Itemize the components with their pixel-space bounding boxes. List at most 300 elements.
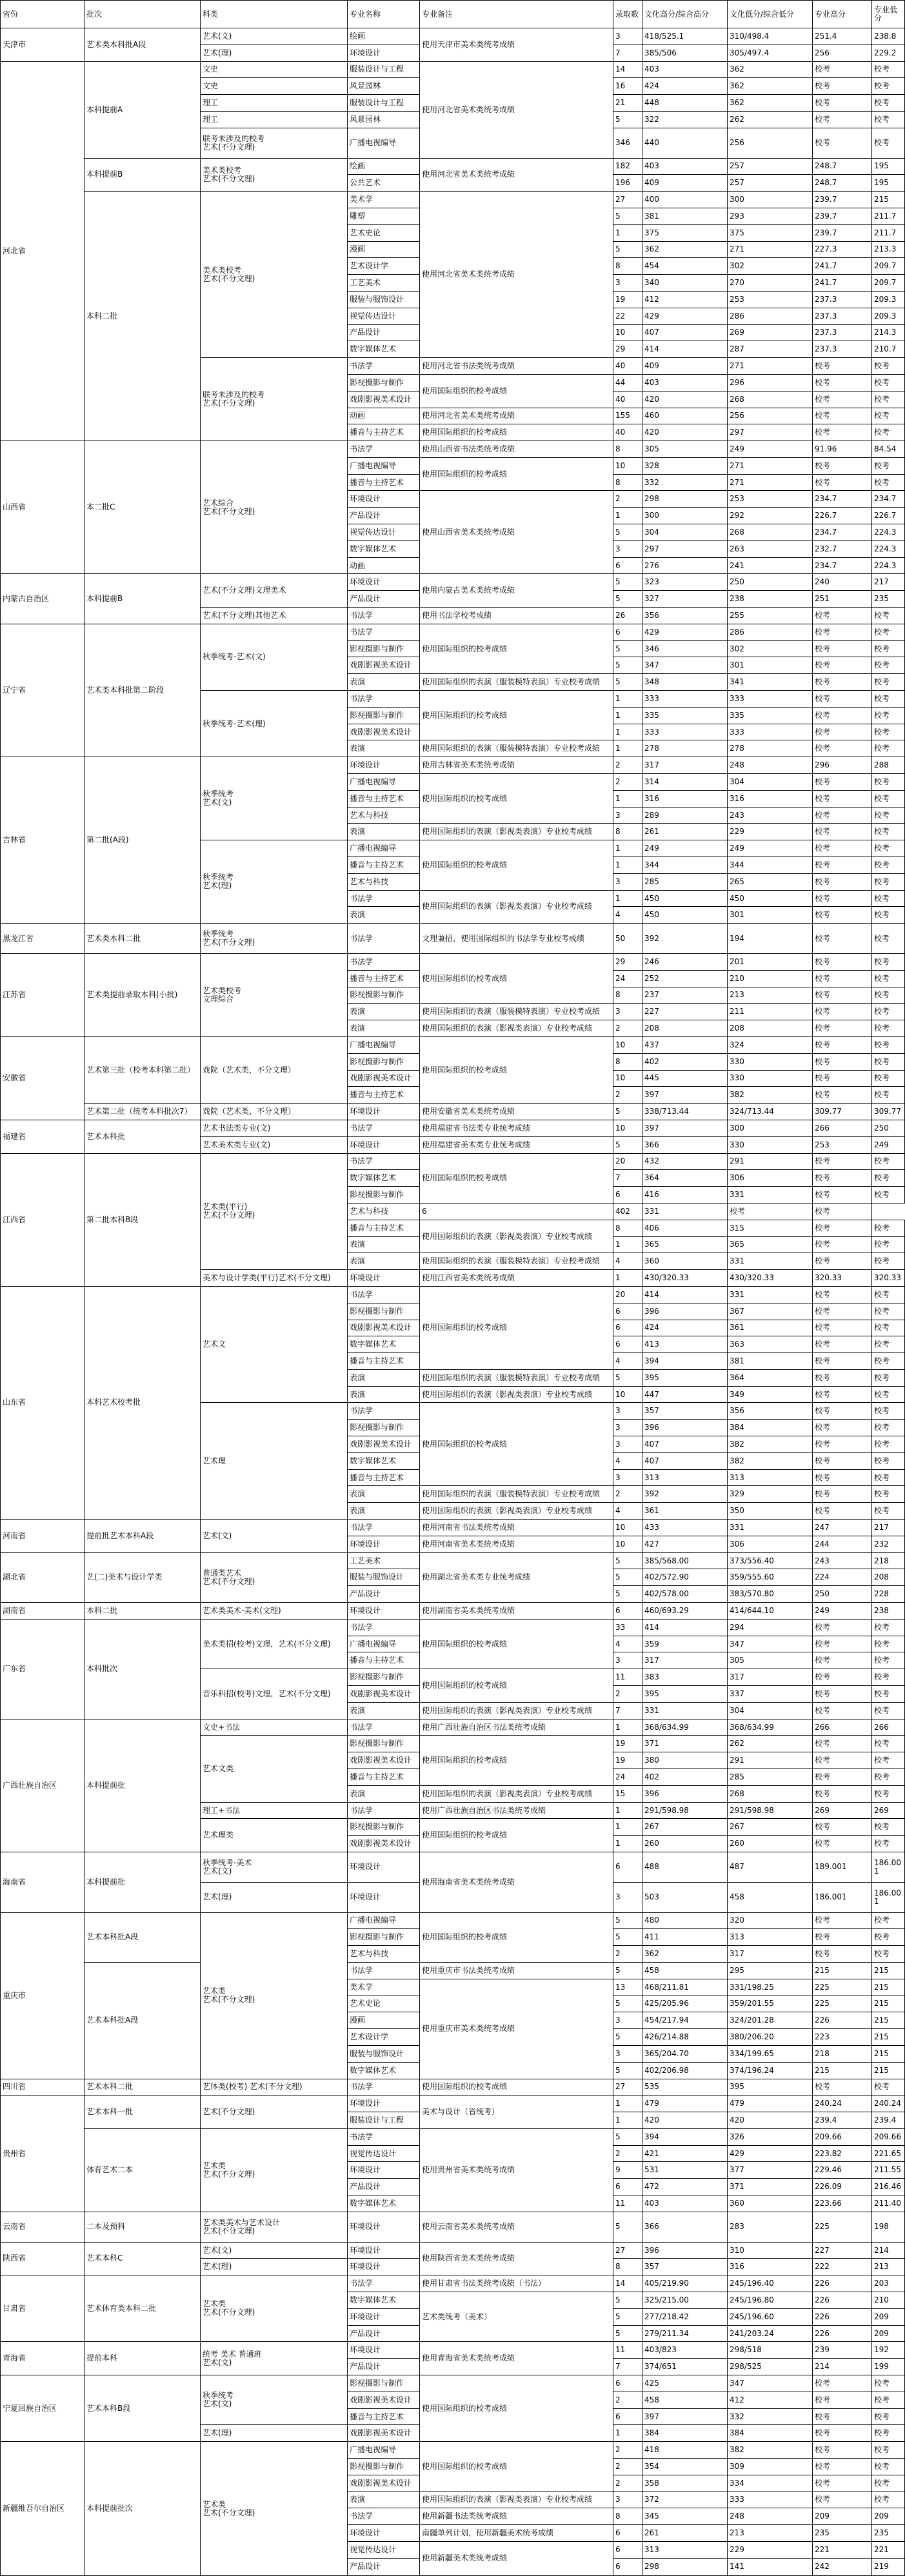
table-cell: 309 [728, 2459, 813, 2475]
table-cell: 校考 [813, 1912, 872, 1929]
table-cell: 5 [613, 241, 642, 258]
table-cell: 校考 [813, 1946, 872, 1963]
table-cell: 校考 [872, 78, 905, 95]
table-cell: 艺术书法类专业(文) [201, 1120, 348, 1136]
table-cell: 艺术类(平行) 艺术(不分文理) [201, 1153, 348, 1270]
table-cell: 戏剧影视美术设计 [348, 1686, 420, 1703]
table-cell: 环境设计 [348, 574, 420, 591]
table-cell: 251 [813, 591, 872, 608]
table-cell: 使用山西省美术类统考成绩 [420, 491, 613, 574]
table-cell: 445 [642, 1070, 728, 1087]
table-cell: 5 [613, 1569, 642, 1586]
table-cell: 27 [613, 192, 642, 208]
table-cell: 237 [642, 987, 728, 1004]
table-cell: 304 [642, 524, 728, 541]
table-cell: 403 [642, 374, 728, 391]
table-cell: 理工 [201, 95, 348, 112]
table-header-row [1, 1, 905, 28]
table-cell: 295 [728, 1962, 813, 1979]
table-cell: 1 [613, 1270, 642, 1287]
table-cell: 校考 [872, 391, 905, 408]
table-cell: 15 [613, 1785, 642, 1802]
table-cell: 艺术类统考（美术） [420, 2292, 613, 2342]
table-cell: 192 [872, 2342, 905, 2359]
table-cell: 256 [813, 45, 872, 61]
table-cell: 227 [642, 1004, 728, 1020]
table-cell: 环境设计 [348, 2259, 420, 2275]
table-cell: 艺术文 [201, 1286, 348, 1403]
table-cell: 校考 [872, 474, 905, 491]
table-cell: 314 [642, 774, 728, 791]
table-cell: 289 [642, 807, 728, 824]
table-cell: 艺术类 艺术(不分文理) [201, 2442, 348, 2576]
table-cell: 艺术与科技 [348, 1946, 420, 1963]
table-cell: 277/218.42 [642, 2308, 728, 2325]
table-row [1, 2079, 905, 2095]
table-cell: 艺术类 艺术(不分文理) [201, 1912, 348, 2079]
table-cell: 7 [613, 2359, 642, 2375]
table-cell: 33 [613, 1619, 642, 1636]
table-cell: 8 [613, 1220, 642, 1236]
table-cell: 359 [642, 1636, 728, 1652]
table-cell: 450 [642, 907, 728, 924]
table-cell: 产品设计 [348, 508, 420, 524]
table-cell: 302 [728, 258, 813, 275]
table-cell: 480 [642, 1912, 728, 1929]
table-cell: 播音与主持艺术 [348, 857, 420, 874]
table-cell: 校考 [813, 1420, 872, 1436]
table-cell: 224 [813, 1569, 872, 1586]
table-cell: 20 [613, 1286, 642, 1303]
table-cell: 二本及预科 [85, 2212, 201, 2242]
table-cell: 表演 [348, 1785, 420, 1802]
table-cell: 304 [728, 1702, 813, 1719]
table-cell: 校考 [813, 2375, 872, 2392]
table-cell: 校考 [813, 2425, 872, 2442]
table-cell: 298 [642, 491, 728, 508]
table-cell: 海南省 [1, 1852, 85, 1913]
table-cell: 3 [613, 2045, 642, 2062]
table-row [1, 1619, 905, 1636]
table-cell: 11 [613, 2195, 642, 2212]
table-cell: 校考 [872, 1353, 905, 1370]
table-cell: 使用河北省美术类统考成绩 [420, 158, 613, 192]
table-cell: 服装与服饰设计 [348, 2045, 420, 2062]
table-cell: 风景园林 [348, 78, 420, 95]
table-cell: 使用国际组织的表演（影视类表演）专业校考成绩 [420, 1020, 613, 1037]
table-cell: 208 [872, 1569, 905, 1586]
table-cell: 校考 [872, 61, 905, 78]
table-cell: 4 [613, 1353, 642, 1370]
table-cell: 266 [813, 1120, 872, 1136]
table-cell: 5 [613, 2292, 642, 2309]
table-cell: 广西壮族自治区 [1, 1719, 85, 1852]
table-cell: 6 [613, 557, 642, 574]
table-cell: 300 [728, 1120, 813, 1136]
table-cell: 校考 [813, 1819, 872, 1836]
table-cell: 315 [728, 1220, 813, 1236]
table-cell: 1 [613, 2425, 642, 2442]
table-cell: 使用青海省美术类统考成绩 [420, 2342, 613, 2375]
table-cell: 298/525 [728, 2359, 813, 2375]
table-cell: 239.4 [872, 2112, 905, 2129]
table-cell: 3 [613, 1403, 642, 1420]
table-cell: 209.7 [872, 258, 905, 275]
table-cell: 320.33 [813, 1270, 872, 1287]
table-cell: 服装与服饰设计 [348, 1569, 420, 1586]
table-cell: 385/568.00 [642, 1552, 728, 1569]
table-cell: 298 [642, 2558, 728, 2575]
table-cell: 校考 [813, 707, 872, 724]
table-cell: 7 [613, 1170, 642, 1187]
table-cell: 影视摄影与制作 [348, 1669, 420, 1686]
table-cell: 使用贵州省美术类统考成绩 [420, 2128, 613, 2212]
table-cell: 环境设计 [348, 2242, 420, 2259]
table-cell: 217 [872, 1520, 905, 1536]
table-cell: 424 [642, 1320, 728, 1336]
table-cell: 359/555.60 [728, 1569, 813, 1586]
table-cell: 235 [813, 2525, 872, 2542]
table-cell: 479 [642, 2095, 728, 2112]
table-cell: 数字媒体艺术 [348, 341, 420, 358]
table-cell: 戏剧影视美术设计 [348, 391, 420, 408]
table-cell: 326 [728, 2128, 813, 2145]
table-cell: 296 [728, 374, 813, 391]
table-cell: 表演 [348, 674, 420, 691]
table-row [1, 1520, 905, 1536]
table-cell: 403 [642, 158, 728, 175]
table-cell: 349 [728, 1386, 813, 1403]
table-cell: 校考 [872, 674, 905, 691]
table-cell: 234.7 [813, 524, 872, 541]
table-cell: 校考 [813, 1004, 872, 1020]
table-cell: 使用新疆美术类统考成绩 [420, 2541, 613, 2575]
table-cell: 209 [872, 2308, 905, 2325]
table-cell: 402 [642, 1769, 728, 1786]
table-cell: 44 [613, 374, 642, 391]
table-cell: 艺术(不分文理) [201, 2095, 348, 2129]
table-cell: 校考 [813, 1187, 872, 1204]
table-cell: 艺术美术类专业(文) [201, 1136, 348, 1153]
table-cell: 304 [728, 774, 813, 791]
header-major-low: 专业低分 [872, 1, 905, 28]
table-cell: 校考 [813, 1702, 872, 1719]
table-cell: 309.77 [872, 1104, 905, 1120]
table-cell: 校考 [872, 1369, 905, 1386]
table-cell: 414 [642, 1619, 728, 1636]
table-cell: 使用国际组织的表演（服装模特表演）专业校考成绩 [420, 1369, 613, 1386]
table-cell: 215 [872, 192, 905, 208]
table-cell: 1 [613, 2095, 642, 2112]
table-cell: 240 [813, 574, 872, 591]
table-cell: 347 [728, 1636, 813, 1652]
table-cell: 服装设计与工程 [348, 61, 420, 78]
table-cell: 413 [642, 1336, 728, 1353]
table-cell: 425 [642, 2375, 728, 2392]
table-cell: 222 [813, 2259, 872, 2275]
table-cell: 335 [728, 707, 813, 724]
table-cell: 校考 [813, 953, 872, 970]
table-cell: 296 [813, 757, 872, 774]
table-cell: 广播电视编导 [348, 1912, 420, 1929]
table-cell: 503 [642, 1882, 728, 1912]
table-cell: 本科艺术校考批 [85, 1286, 201, 1519]
table-cell: 229.46 [813, 2162, 872, 2179]
table-cell: 365/204.70 [642, 2045, 728, 2062]
table-cell: 艺(二)美术与设计学类 [85, 1552, 201, 1602]
table-cell: 227.3 [813, 241, 872, 258]
table-cell: 372 [642, 2492, 728, 2508]
table-cell: 艺术本科C [85, 2242, 201, 2275]
table-row [1, 1153, 905, 1170]
table-cell: 艺术(文) [201, 28, 348, 45]
table-cell: 394 [642, 2128, 728, 2145]
table-cell: 27 [613, 2079, 642, 2095]
table-cell: 校考 [813, 890, 872, 907]
table-cell: 356 [728, 1403, 813, 1420]
table-cell: 5 [613, 591, 642, 608]
table-cell: 校考 [813, 790, 872, 807]
table-cell: 艺术(理) [201, 1882, 348, 1912]
table-cell: 艺术理 [201, 1403, 348, 1520]
table-cell: 27 [613, 2242, 642, 2259]
table-cell: 表演 [348, 1253, 420, 1270]
table-cell: 6 [613, 2375, 642, 2392]
table-cell: 210 [728, 970, 813, 987]
table-cell: 表演 [348, 1503, 420, 1520]
table-cell: 306 [728, 1170, 813, 1187]
table-cell: 校考 [813, 1769, 872, 1786]
table-cell: 校考 [872, 1929, 905, 1946]
table-cell: 458 [642, 2392, 728, 2408]
table-cell: 美术学 [348, 192, 420, 208]
table-cell: 215 [872, 2012, 905, 2029]
table-cell: 224.3 [872, 524, 905, 541]
table-cell: 402/206.98 [642, 2062, 728, 2079]
table-cell: 雕塑 [348, 208, 420, 224]
table-cell: 6 [613, 2408, 642, 2425]
table-cell: 248.7 [813, 158, 872, 175]
table-cell: 播音与主持艺术 [348, 424, 420, 441]
table-cell: 表演 [348, 1020, 420, 1037]
table-cell: 5 [613, 1136, 642, 1153]
table-row [1, 28, 905, 45]
table-cell: 秋季统考-美术 艺术(文) [201, 1852, 348, 1883]
table-cell: 4 [613, 1503, 642, 1520]
table-cell: 340 [642, 275, 728, 292]
table-cell: 241.7 [813, 258, 872, 275]
table-cell: 285 [642, 873, 728, 890]
table-cell: 5 [613, 2212, 642, 2242]
table-cell: 414 [642, 1286, 728, 1303]
table-cell: 动画 [348, 557, 420, 574]
table-cell: 1 [613, 724, 642, 740]
table-cell: 291/598.98 [642, 1802, 728, 1819]
table-cell: 校考 [813, 807, 872, 824]
table-cell: 329 [728, 1486, 813, 1503]
table-cell: 268 [728, 391, 813, 408]
table-cell: 325/215.00 [642, 2292, 728, 2309]
table-cell: 文理兼招，使用国际组织的书法学专业校考成绩 [420, 924, 613, 954]
table-cell: 校考 [872, 608, 905, 624]
table-cell: 433 [642, 1520, 728, 1536]
table-cell: 4 [613, 1636, 642, 1652]
table-cell: 215 [872, 2062, 905, 2079]
table-cell: 371 [728, 2179, 813, 2195]
table-cell: 校考 [813, 1469, 872, 1486]
table-cell: 校考 [813, 640, 872, 657]
table-cell: 5 [613, 657, 642, 674]
table-cell: 6 [613, 2525, 642, 2542]
table-cell: 84.54 [872, 441, 905, 458]
table-cell: 430/320.33 [642, 1270, 728, 1287]
table-cell: 40 [613, 424, 642, 441]
table-cell: 书法学 [348, 1619, 420, 1636]
table-cell: 校考 [813, 774, 872, 791]
table-cell: 3 [613, 540, 642, 557]
table-cell: 249 [642, 840, 728, 857]
table-cell: 402/578.00 [642, 1586, 728, 1603]
table-cell: 11 [613, 2342, 642, 2359]
table-cell: 2 [613, 774, 642, 791]
table-cell: 校考 [872, 408, 905, 424]
table-cell: 384 [728, 1420, 813, 1436]
table-cell: 182 [613, 158, 642, 175]
table-cell: 420 [642, 2112, 728, 2129]
table-cell: 校考 [813, 374, 872, 391]
table-cell: 使用书法学校考成绩 [420, 608, 613, 624]
table-cell: 8 [613, 824, 642, 840]
table-cell: 广播电视编导 [348, 1636, 420, 1652]
table-cell: 本科批次 [85, 1619, 201, 1719]
table-cell: 257 [728, 175, 813, 192]
table-cell: 校考 [813, 2392, 872, 2408]
table-cell: 209.66 [813, 2128, 872, 2145]
table-cell: 531 [642, 2162, 728, 2179]
table-cell: 141 [728, 2558, 813, 2575]
table-cell: 10 [613, 1386, 642, 1403]
table-cell: 校考 [872, 128, 905, 158]
table-cell: 215 [872, 1962, 905, 1979]
table-cell: 201 [728, 953, 813, 970]
table-cell: 432 [642, 1153, 728, 1170]
table-cell: 324/201.28 [728, 2012, 813, 2029]
table-cell: 211.7 [872, 208, 905, 224]
table-cell: 2 [613, 2475, 642, 2492]
table-cell: 364 [642, 1170, 728, 1187]
table-cell: 书法学 [348, 624, 420, 640]
table-cell: 406 [642, 1220, 728, 1236]
table-cell: 校考 [872, 707, 905, 724]
table-cell: 291 [728, 1752, 813, 1769]
table-cell: 251.4 [813, 28, 872, 45]
table-cell: 校考 [813, 608, 872, 624]
table-cell: 300 [728, 192, 813, 208]
table-cell: 333 [728, 2492, 813, 2508]
table-cell: 使用河北省书法类统考成绩 [420, 358, 613, 375]
table-cell: 使用国际组织的校考成绩 [420, 691, 613, 740]
table-cell: 广播电视编导 [348, 840, 420, 857]
table-cell: 使用国际组织的校考成绩 [420, 2375, 613, 2442]
table-cell: 数字媒体艺术 [348, 1452, 420, 1469]
table-cell: 208 [728, 1020, 813, 1037]
table-cell: 环境设计 [348, 1536, 420, 1552]
table-cell: 7 [613, 45, 642, 61]
table-cell: 校考 [813, 61, 872, 78]
table-cell: 校考 [813, 457, 872, 474]
table-cell: 221.65 [872, 2145, 905, 2162]
table-cell: 396 [642, 1420, 728, 1436]
table-cell: 305/497.4 [728, 45, 813, 61]
table-cell: 316 [728, 790, 813, 807]
table-cell: 艺术与科技 [348, 873, 420, 890]
table-cell: 223.82 [813, 2145, 872, 2162]
table-cell: 校考 [872, 1452, 905, 1469]
table-cell: 286 [728, 308, 813, 324]
table-cell: 校考 [813, 1403, 872, 1420]
table-cell: 226.09 [813, 2179, 872, 2195]
table-cell: 346 [642, 640, 728, 657]
table-cell: 本科提前批次 [85, 2442, 201, 2576]
table-row [1, 1962, 905, 1979]
table-cell: 校考 [872, 624, 905, 640]
table-cell: 产品设计 [348, 2179, 420, 2195]
table-cell: 校考 [813, 1036, 872, 1053]
table-cell: 湖南省 [1, 1603, 85, 1620]
table-cell: 戏剧影视美术设计 [348, 724, 420, 740]
table-cell: 424 [642, 78, 728, 95]
table-cell: 337 [728, 1686, 813, 1703]
table-cell: 影视摄影与制作 [348, 1303, 420, 1320]
table-cell: 320 [728, 1912, 813, 1929]
table-cell: 214.3 [872, 324, 905, 341]
table-cell: 戏剧影视美术设计 [348, 1320, 420, 1336]
table-cell: 工艺美术 [348, 275, 420, 292]
table-cell: 341 [728, 674, 813, 691]
table-cell: 385/506 [642, 45, 728, 61]
table-cell: 校考 [813, 1087, 872, 1104]
table-cell: 5 [613, 2128, 642, 2145]
table-cell: 使用天津市美术类统考成绩 [420, 28, 613, 62]
table-cell: 328 [642, 457, 728, 474]
table-cell: 数字媒体艺术 [348, 1170, 420, 1187]
table-cell: 使用重庆市美术类统考成绩 [420, 1979, 613, 2079]
table-cell: 艺术本科批A段 [85, 1962, 201, 2079]
table-cell: 校考 [813, 1486, 872, 1503]
table-cell: 294 [728, 1619, 813, 1636]
table-cell: 漫画 [348, 241, 420, 258]
table-cell: 校考 [872, 2375, 905, 2392]
table-cell: 校考 [813, 1253, 872, 1270]
table-cell: 367 [728, 1303, 813, 1320]
table-cell: 校考 [813, 1669, 872, 1686]
table-cell: 300 [642, 508, 728, 524]
table-cell: 382 [728, 2442, 813, 2459]
table-cell: 10 [613, 1120, 642, 1136]
table-cell: 3 [613, 2492, 642, 2508]
table-cell: 239 [813, 2342, 872, 2359]
table-cell: 播音与主持艺术 [348, 1353, 420, 1370]
table-cell: 334/199.65 [728, 2045, 813, 2062]
table-cell: 湖北省 [1, 1552, 85, 1602]
table-cell: 286 [728, 624, 813, 640]
table-cell: 226.7 [872, 508, 905, 524]
table-cell: 276 [642, 557, 728, 574]
table-cell: 广播电视编导 [348, 774, 420, 791]
table-cell: 3 [613, 28, 642, 45]
table-cell: 艺术文类 [201, 1736, 348, 1802]
table-cell: 使用湖北省美术类专业统考成绩 [420, 1552, 613, 1602]
